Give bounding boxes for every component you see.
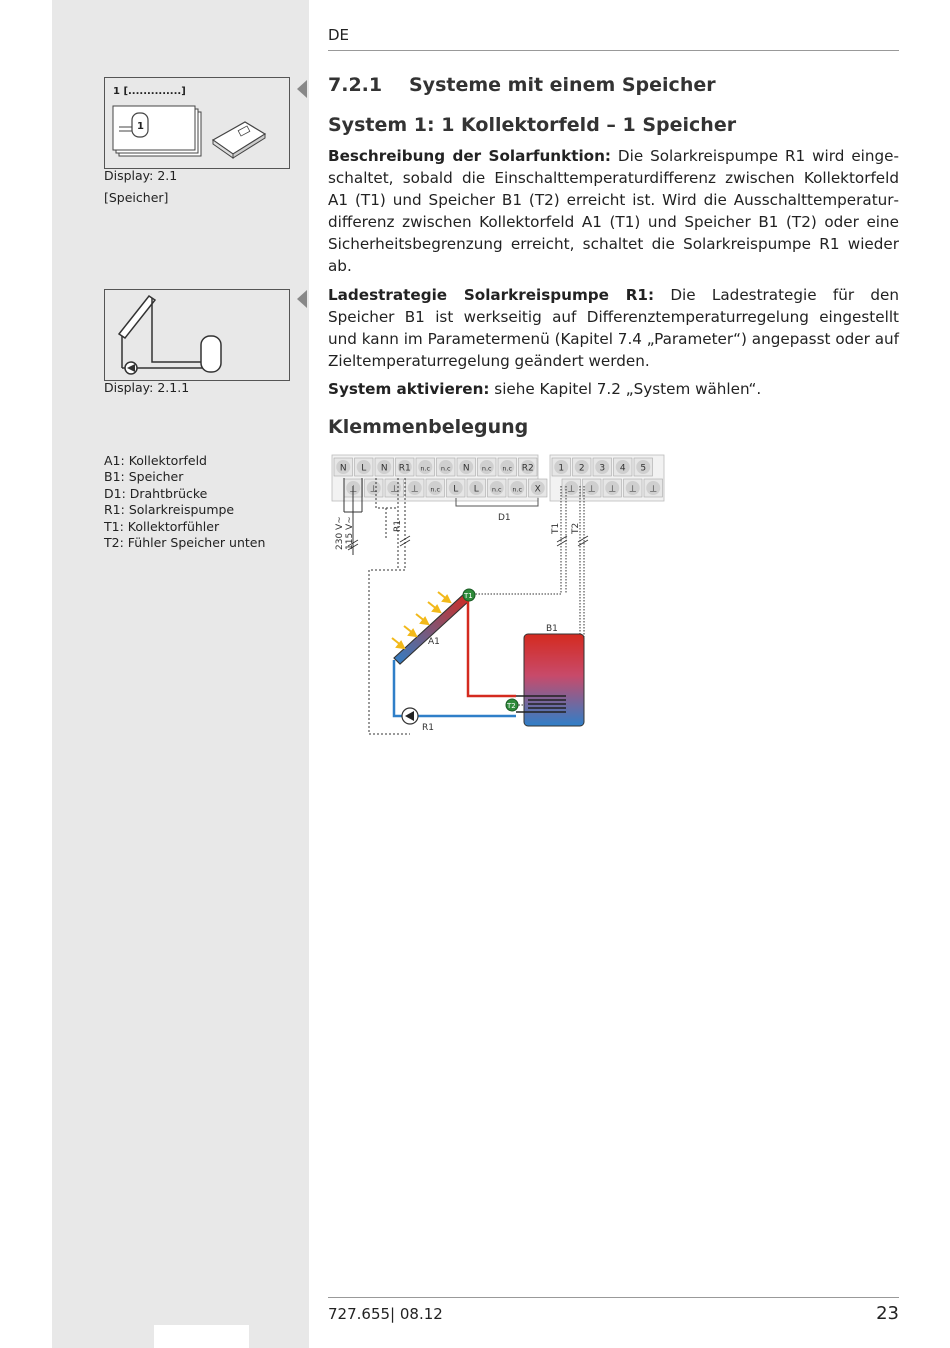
terminal-top-label: N xyxy=(339,463,347,474)
terminal-top-label: L xyxy=(361,463,367,474)
language-code: DE xyxy=(328,26,350,44)
display-screen-2-1 xyxy=(104,77,290,169)
paragraph-label: System aktivieren: xyxy=(328,380,490,398)
terminal-assignment-title: Klemmenbelegung xyxy=(328,416,529,438)
terminal-bottom-label: n.c xyxy=(491,485,502,494)
display-caption: Display: 2.1 xyxy=(104,168,178,183)
terminal-top-label: R1 xyxy=(398,463,411,474)
pointer-triangle-icon xyxy=(297,80,307,98)
tank-number: 1 xyxy=(137,121,144,132)
system-title: System 1: 1 Kollektorfeld – 1 Speicher xyxy=(328,114,737,136)
sensor-terminal-bottom-label: ⊥ xyxy=(628,484,637,495)
paragraph-label: Beschreibung der Solarfunktion: xyxy=(328,147,611,165)
system-schematic-icon xyxy=(105,290,289,380)
header-rule xyxy=(328,50,899,51)
sensor-terminal-bottom-label: ⊥ xyxy=(567,484,576,495)
sensor-terminal-top-label: 4 xyxy=(619,463,626,474)
sensor-terminal-top-label: 5 xyxy=(640,463,647,474)
terminal-bottom-label: ⊥ xyxy=(369,484,378,495)
terminal-bottom-label: L xyxy=(453,484,459,495)
legend-item: T1: Kollektorfühler xyxy=(104,518,220,534)
terminal-bottom-label: n.c xyxy=(430,485,441,494)
legend-item: D1: Drahtbrücke xyxy=(104,485,208,501)
t2-wire-label: T2 xyxy=(571,522,581,534)
r1-wire-label: R1 xyxy=(393,520,403,532)
legend-item: R1: Solarkreispumpe xyxy=(104,502,235,518)
terminal-top-label: N xyxy=(380,463,388,474)
collector-label: A1 xyxy=(428,637,440,647)
page-number: 23 xyxy=(876,1303,899,1324)
sensor-t1-label: T1 xyxy=(464,592,473,600)
display-subcaption: [Speicher] xyxy=(104,190,169,205)
sensor-terminal-top-label: 3 xyxy=(599,463,606,474)
terminal-top-label: n.c xyxy=(420,464,431,473)
hot-pipe xyxy=(468,596,516,696)
sidebar-footer-gap xyxy=(154,1325,249,1348)
terminal-bottom-label: ⊥ xyxy=(390,484,399,495)
paragraph-text: Die Solarkreispumpe R1 wird eingeschaltet, sobald die Einschalttemperaturdifferenz zwischen Kollektorfeld A1 (T1) und Speicher B1 (T2) erreicht ist. Wird die Ausschalttemperaturdifferenz zwischen Kollektorfeld A1 (T1) und Speicher B1 (T2) oder eine Sicherheitsbegrenzung erreicht, schaltet die Solarkreispumpe R1 wieder ab. xyxy=(328,147,899,275)
tank-icon xyxy=(201,336,221,372)
storage-device-illustration xyxy=(105,78,289,168)
tank-label: B1 xyxy=(546,624,558,634)
terminal-bottom-label: X xyxy=(534,484,541,495)
display-caption: Display: 2.1.1 xyxy=(104,380,190,395)
terminal-top-label: N xyxy=(462,463,470,474)
pointer-triangle-icon xyxy=(297,290,307,308)
mains-115v-label: 115 V~ xyxy=(345,516,355,550)
display-menu-text: 1 [..............] xyxy=(113,86,186,97)
legend-item: B1: Speicher xyxy=(104,469,184,485)
paragraph-label: Ladestrategie Solarkreispumpe R1: xyxy=(328,286,655,304)
pump-label: R1 xyxy=(422,723,434,733)
terminal-top-label: n.c xyxy=(440,464,451,473)
mains-230v-label: 230 V~ xyxy=(335,516,345,550)
terminal-top-label: R2 xyxy=(521,463,534,474)
terminal-bottom-label: ⊥ xyxy=(410,484,419,495)
cold-pipe xyxy=(394,660,516,716)
wiring-diagram xyxy=(328,450,678,754)
terminal-bottom-label: L xyxy=(473,484,479,495)
sensor-terminal-bottom-label: ⊥ xyxy=(587,484,596,495)
legend-item: T2: Fühler Speicher unten xyxy=(104,535,266,551)
d1-label: D1 xyxy=(498,513,511,523)
sensor-terminal-top-label: 2 xyxy=(578,463,585,474)
footer-rule xyxy=(328,1297,899,1298)
paragraph-activate-system xyxy=(328,378,899,400)
section-title: Systeme mit einem Speicher xyxy=(409,74,716,96)
legend-item: A1: Kollektorfeld xyxy=(104,453,207,468)
sensor-terminal-bottom-label: ⊥ xyxy=(608,484,617,495)
sensor-t2-label: T2 xyxy=(507,702,516,710)
sidebar xyxy=(52,0,309,1348)
terminal-bottom-label: ⊥ xyxy=(349,484,358,495)
paragraph-solar-function xyxy=(328,145,899,277)
display-screen-2-1-1 xyxy=(104,289,290,381)
document-number: 727.655| 08.12 xyxy=(328,1305,443,1323)
sensor-terminal-bottom-label: ⊥ xyxy=(649,484,658,495)
section-number: 7.2.1 xyxy=(328,74,383,96)
terminal-bottom-label: n.c xyxy=(512,485,523,494)
sensor-terminal-top-label: 1 xyxy=(558,463,565,474)
controller-device-icon xyxy=(213,122,265,158)
paragraph-text: siehe Kapitel 7.2 „System wählen“. xyxy=(489,380,762,398)
r1-pump-wire xyxy=(369,478,410,734)
t1-wire-label: T1 xyxy=(551,522,561,534)
paragraph-charging-strategy xyxy=(328,284,899,372)
legend xyxy=(104,453,265,551)
terminal-top-label: n.c xyxy=(502,464,513,473)
t1-sensor-wire xyxy=(464,486,561,594)
paragraph-text: Die Ladestrategie für den Speicher B1 ist werkseitig auf Differenztemperaturregelung eingestellt und kann im Parametermenü (Kapitel 7.4 „Parameter“) angepasst oder auf Zieltemperaturregelung geändert werden. xyxy=(328,286,899,370)
terminal-top-label: n.c xyxy=(481,464,492,473)
